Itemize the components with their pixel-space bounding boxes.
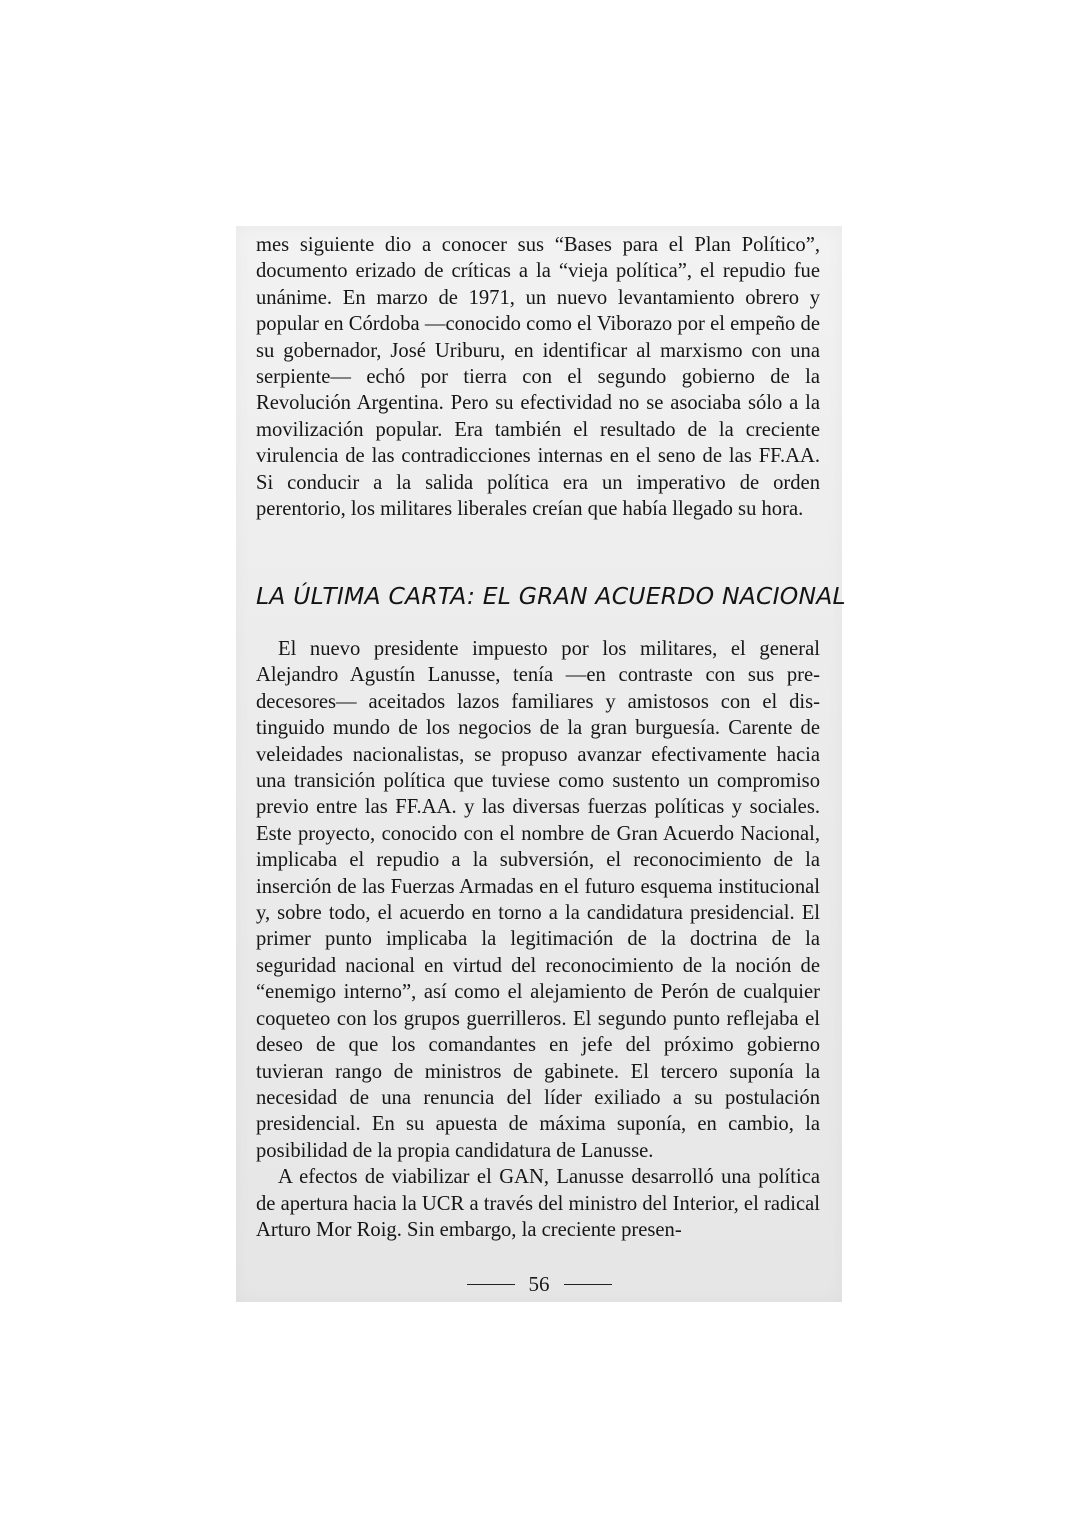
page-number: 56 [528,1271,550,1296]
paragraph-3: A efectos de viabilizar el GAN, Lanusse desarrolló una política de apertura hacia la UCR a través del ministro del Interior, el radical Arturo Mor Roig. Sin embargo, la creciente presen- [256,1166,820,1241]
section-heading: LA ÚLTIMA CARTA: EL GRAN ACUERDO NACIONAL [256,582,846,610]
paragraph-1: mes siguiente dio a conocer sus “Bases para el Plan Político”, documento erizado de críticas a la “vieja política”, el repudio fue unánime. En marzo de 1971, un nuevo levantamiento obrero y popular en Córdoba —conocido como el Viborazo por el empeño de su gobernador, José Uriburu, en identificar al marxismo con una serpiente— echó por tierra con el segundo gobierno de la Revolución Argentina. Pero su efectividad no se asociaba sólo a la movilización popular. Era también el resultado de la creciente virulencia de las contradicciones internas en el seno de las FF.AA. Si conducir a la salida política era un imperativo de orden perentorio, los militares liberales creían que había llegado su hora. [256,234,820,521]
footer-rule-left [467,1284,515,1285]
body-text-top [256,232,820,522]
paragraph-2: El nuevo presidente impuesto por los militares, el general Alejandro Agustín Lanusse, tenía —en contraste con sus predecesores— aceitados lazos familiares y amistosos con el distinguido mundo de los negocios de la gran burguesía. Carente de veleidades nacionalistas, se propuso avanzar efectivamente hacia una transición política que tuviese como sustento un compromiso previo entre las FF.AA. y las diversas fuerzas políticas y sociales. Este proyecto, conocido con el nombre de Gran Acuerdo Nacional, implicaba el repudio a la subversión, el reconocimiento de la inserción de las Fuerzas Armadas en el futuro esquema institucional y, sobre todo, el acuerdo en torno a la candidatura presidencial. El primer punto implicaba la legitimación de la doctrina de la seguridad nacional en virtud del reconocimiento de la noción de “enemigo interno”, así como el alejamiento de Perón de cualquier coqueteo con los grupos guerrilleros. El segundo punto reflejaba el deseo de que los comandantes en jefe del próximo gobierno tuvieran rango de ministros de gabinete. El tercero suponía la necesidad de una renuncia del líder exiliado a su postulación presidencial. En su apuesta de máxima suponía, en cambio, la posibilidad de la propia candidatura de Lanusse. [256,638,820,1162]
book-page [236,226,846,1302]
body-text-bottom [256,636,820,1243]
page-footer [236,1270,842,1298]
footer-rule-right [564,1284,612,1285]
